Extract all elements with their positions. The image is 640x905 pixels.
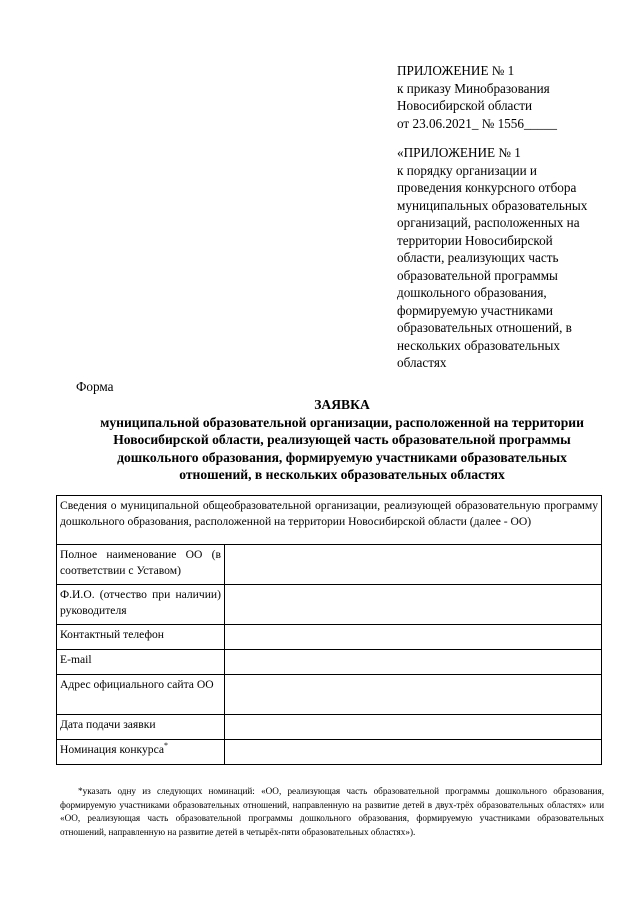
appendix1-line: к приказу Минобразования: [397, 80, 550, 96]
appendix2-line: областях: [397, 355, 447, 370]
title-line: дошкольного образования, формируемую участниками образовательных: [117, 449, 567, 465]
appendix1-line: от 23.06.2021_ № 1556_____: [397, 115, 557, 131]
appendix2-line: области, реализующих часть: [397, 250, 559, 265]
table-row: [57, 715, 602, 740]
appendix2-line: нескольких образовательных: [397, 337, 560, 353]
field-director[interactable]: [225, 585, 602, 625]
title-line: муниципальной образовательной организации, расположенной на территории: [100, 414, 584, 430]
table-row: [57, 650, 602, 675]
field-phone[interactable]: [225, 625, 602, 650]
appendix2-line: территории Новосибирской: [397, 232, 553, 248]
appendix2-line: «ПРИЛОЖЕНИЕ № 1: [397, 145, 521, 160]
table-row: [57, 740, 602, 765]
field-date[interactable]: [225, 715, 602, 740]
field-email[interactable]: [225, 650, 602, 675]
field-full-name[interactable]: [225, 545, 602, 585]
title-heading: ЗАЯВКА: [314, 397, 370, 412]
table-header-row: [57, 496, 602, 545]
field-website[interactable]: [225, 675, 602, 715]
appendix-procedure-reference: [397, 144, 612, 372]
row-label-director: Ф.И.О. (отчество при наличии) руководителя: [57, 585, 225, 625]
application-form-table: [56, 495, 602, 765]
table-row: [57, 675, 602, 715]
row-label-date: Дата подачи заявки: [57, 715, 225, 740]
field-nomination[interactable]: [225, 740, 602, 765]
appendix1-line: ПРИЛОЖЕНИЕ № 1: [397, 63, 515, 78]
appendix2-line: дошкольного образования,: [397, 285, 547, 300]
table-row: [57, 585, 602, 625]
appendix2-line: муниципальных образовательных: [397, 197, 588, 213]
row-label-website: Адрес официального сайта ОО: [57, 675, 225, 715]
appendix2-line: образовательных отношений, в: [397, 320, 572, 335]
form-label: Форма: [76, 379, 114, 394]
appendix2-line: образовательной программы: [397, 267, 558, 283]
row-label-full-name: Полное наименование ОО (в соответствии с Уставом): [57, 545, 225, 585]
appendix2-line: организаций, расположенных на: [397, 215, 580, 230]
document-title: [60, 396, 624, 484]
footnote-marker: *: [164, 741, 169, 751]
footnote: *указать одну из следующих номинаций: «ОО, реализующая часть образовательной программы дошкольного образования, формируемую участниками образовательных отношений, направленную на развитие детей в двух-трёх образовательных областях» или «ОО, реализующая часть образовательной программы дошкольного образования, формируемую участниками образовательных отношений, направленную на развитие детей в четырёх-пяти образовательных областях»).: [60, 786, 604, 837]
table-row: [57, 625, 602, 650]
appendix1-line: Новосибирской области: [397, 98, 533, 113]
title-line: Новосибирской области, реализующей часть образовательной программы: [113, 432, 571, 447]
row-label-phone: Контактный телефон: [57, 625, 225, 650]
appendix2-line: к порядку организации и: [397, 162, 537, 178]
title-line: отношений, в нескольких образовательных областях: [179, 467, 505, 482]
table-header-cell: Сведения о муниципальной общеобразовательной организации, реализующей образовательную программу дошкольного образования, расположенной на территории Новосибирской области (далее - ОО): [57, 496, 602, 545]
appendix-order-reference: [397, 62, 612, 132]
appendix2-line: формируемую участниками: [397, 302, 553, 318]
row-label-email: E-mail: [57, 650, 225, 675]
nomination-label-text: Номинация конкурса: [60, 743, 165, 756]
table-row: [57, 545, 602, 585]
row-label-nomination: [57, 740, 225, 765]
appendix2-line: проведения конкурсного отбора: [397, 180, 577, 195]
